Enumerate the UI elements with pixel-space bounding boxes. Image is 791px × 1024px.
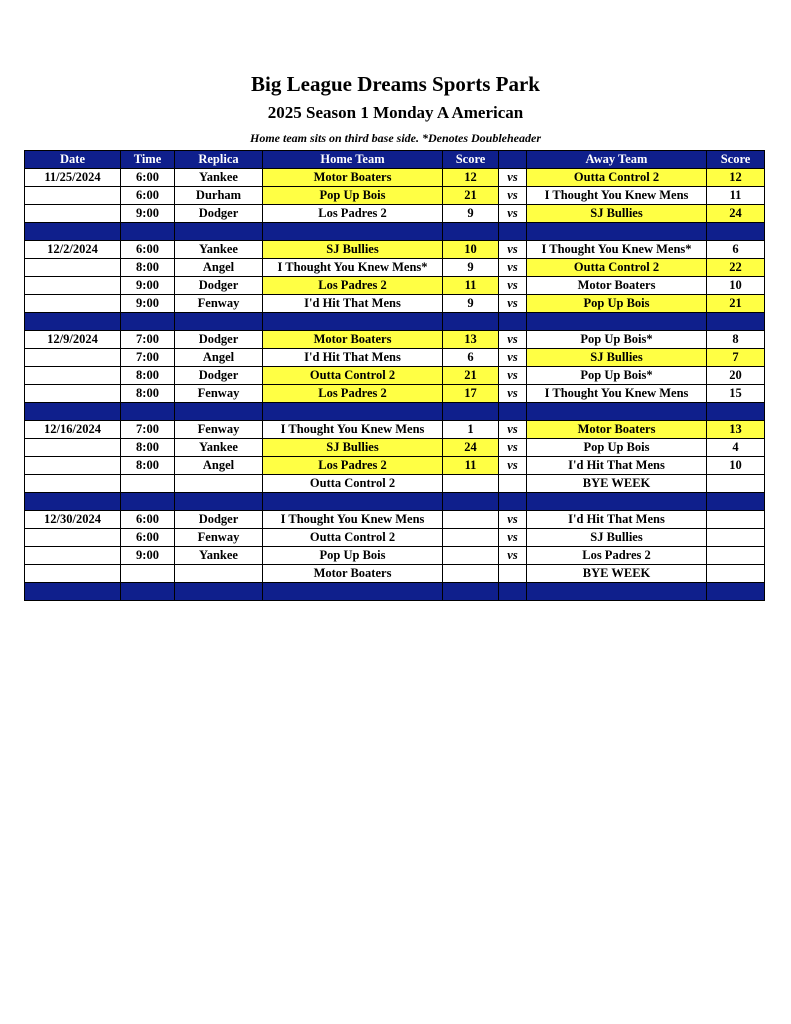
cell-home-team: Motor Boaters	[263, 331, 443, 349]
week-separator	[25, 583, 765, 601]
cell-replica	[175, 565, 263, 583]
cell-date	[25, 529, 121, 547]
separator-cell	[263, 583, 443, 601]
separator-cell	[499, 403, 527, 421]
separator-cell	[25, 223, 121, 241]
cell-vs: vs	[499, 547, 527, 565]
cell-time: 7:00	[121, 421, 175, 439]
cell-time: 6:00	[121, 529, 175, 547]
cell-time: 9:00	[121, 547, 175, 565]
cell-home-score: 10	[443, 241, 499, 259]
cell-away-team: Pop Up Bois	[527, 439, 707, 457]
cell-home-team: I'd Hit That Mens	[263, 295, 443, 313]
cell-date	[25, 475, 121, 493]
cell-home-score	[443, 547, 499, 565]
cell-replica: Yankee	[175, 439, 263, 457]
separator-cell	[707, 313, 765, 331]
cell-time: 6:00	[121, 511, 175, 529]
separator-cell	[527, 313, 707, 331]
cell-home-score	[443, 529, 499, 547]
cell-home-team: Los Padres 2	[263, 277, 443, 295]
cell-away-team: SJ Bullies	[527, 529, 707, 547]
table-row	[25, 457, 765, 475]
separator-cell	[499, 223, 527, 241]
cell-replica: Dodger	[175, 331, 263, 349]
cell-away-score	[707, 529, 765, 547]
cell-away-team: Outta Control 2	[527, 169, 707, 187]
separator-cell	[121, 583, 175, 601]
col-header-vs	[499, 151, 527, 169]
cell-vs: vs	[499, 187, 527, 205]
cell-time: 8:00	[121, 385, 175, 403]
cell-date: 12/30/2024	[25, 511, 121, 529]
cell-home-team: I'd Hit That Mens	[263, 349, 443, 367]
cell-away-score: 10	[707, 457, 765, 475]
separator-cell	[121, 223, 175, 241]
week-separator	[25, 403, 765, 421]
table-row	[25, 475, 765, 493]
cell-date: 11/25/2024	[25, 169, 121, 187]
cell-away-team: BYE WEEK	[527, 475, 707, 493]
cell-away-score: 6	[707, 241, 765, 259]
separator-cell	[707, 403, 765, 421]
cell-vs: vs	[499, 385, 527, 403]
cell-home-team: Outta Control 2	[263, 367, 443, 385]
col-header-home-score: Score	[443, 151, 499, 169]
cell-away-team: Motor Boaters	[527, 421, 707, 439]
cell-away-score: 8	[707, 331, 765, 349]
cell-home-score	[443, 475, 499, 493]
separator-cell	[527, 403, 707, 421]
cell-vs: vs	[499, 169, 527, 187]
table-row	[25, 349, 765, 367]
cell-home-score: 11	[443, 277, 499, 295]
separator-cell	[527, 583, 707, 601]
separator-cell	[527, 493, 707, 511]
cell-vs: vs	[499, 529, 527, 547]
cell-away-score	[707, 475, 765, 493]
cell-away-score: 24	[707, 205, 765, 223]
cell-replica: Yankee	[175, 241, 263, 259]
table-row	[25, 547, 765, 565]
cell-home-score: 21	[443, 187, 499, 205]
cell-home-score: 17	[443, 385, 499, 403]
separator-cell	[443, 223, 499, 241]
cell-away-team: I Thought You Knew Mens	[527, 385, 707, 403]
cell-date	[25, 367, 121, 385]
cell-replica: Fenway	[175, 529, 263, 547]
week-separator	[25, 313, 765, 331]
cell-vs: vs	[499, 349, 527, 367]
cell-date	[25, 547, 121, 565]
cell-vs	[499, 475, 527, 493]
cell-home-score: 9	[443, 205, 499, 223]
cell-home-score: 12	[443, 169, 499, 187]
cell-replica: Fenway	[175, 421, 263, 439]
page-note: Home team sits on third base side. *Denotes Doubleheader	[250, 131, 541, 145]
cell-away-team: Outta Control 2	[527, 259, 707, 277]
cell-vs: vs	[499, 439, 527, 457]
cell-away-team: SJ Bullies	[527, 349, 707, 367]
cell-away-score: 13	[707, 421, 765, 439]
week-separator	[25, 493, 765, 511]
cell-date	[25, 295, 121, 313]
cell-away-score: 20	[707, 367, 765, 385]
cell-vs: vs	[499, 295, 527, 313]
table-row	[25, 277, 765, 295]
cell-away-team: I Thought You Knew Mens	[527, 187, 707, 205]
cell-away-score: 11	[707, 187, 765, 205]
cell-home-team: I Thought You Knew Mens	[263, 511, 443, 529]
table-row	[25, 331, 765, 349]
separator-cell	[499, 313, 527, 331]
cell-vs: vs	[499, 205, 527, 223]
separator-cell	[121, 403, 175, 421]
table-row	[25, 367, 765, 385]
table-row	[25, 439, 765, 457]
cell-home-score: 1	[443, 421, 499, 439]
cell-time: 8:00	[121, 367, 175, 385]
cell-away-team: Pop Up Bois*	[527, 331, 707, 349]
cell-replica: Dodger	[175, 277, 263, 295]
separator-cell	[263, 313, 443, 331]
cell-away-team: BYE WEEK	[527, 565, 707, 583]
schedule-table	[24, 150, 765, 601]
cell-time: 8:00	[121, 259, 175, 277]
cell-vs: vs	[499, 457, 527, 475]
cell-home-score	[443, 565, 499, 583]
cell-time: 7:00	[121, 349, 175, 367]
table-row	[25, 421, 765, 439]
cell-date	[25, 439, 121, 457]
cell-date	[25, 349, 121, 367]
col-header-replica: Replica	[175, 151, 263, 169]
cell-home-score: 13	[443, 331, 499, 349]
cell-vs: vs	[499, 277, 527, 295]
cell-away-team: I Thought You Knew Mens*	[527, 241, 707, 259]
col-header-home-team: Home Team	[263, 151, 443, 169]
separator-cell	[175, 583, 263, 601]
cell-replica: Dodger	[175, 511, 263, 529]
cell-vs: vs	[499, 511, 527, 529]
separator-cell	[443, 403, 499, 421]
cell-away-score	[707, 565, 765, 583]
cell-time: 6:00	[121, 169, 175, 187]
cell-home-score: 6	[443, 349, 499, 367]
cell-vs: vs	[499, 259, 527, 277]
table-row	[25, 529, 765, 547]
cell-home-score: 24	[443, 439, 499, 457]
cell-home-team: Motor Boaters	[263, 169, 443, 187]
cell-away-team: I'd Hit That Mens	[527, 457, 707, 475]
cell-home-score	[443, 511, 499, 529]
cell-date	[25, 457, 121, 475]
cell-time	[121, 565, 175, 583]
cell-date	[25, 205, 121, 223]
separator-cell	[25, 403, 121, 421]
cell-date	[25, 259, 121, 277]
cell-date	[25, 277, 121, 295]
cell-away-score: 4	[707, 439, 765, 457]
separator-cell	[707, 223, 765, 241]
table-row	[25, 169, 765, 187]
cell-date: 12/9/2024	[25, 331, 121, 349]
cell-date	[25, 385, 121, 403]
table-row	[25, 511, 765, 529]
cell-home-team: Outta Control 2	[263, 529, 443, 547]
cell-date	[25, 187, 121, 205]
cell-home-team: I Thought You Knew Mens*	[263, 259, 443, 277]
table-row	[25, 565, 765, 583]
separator-cell	[443, 583, 499, 601]
cell-time: 6:00	[121, 241, 175, 259]
cell-replica: Durham	[175, 187, 263, 205]
cell-away-team: SJ Bullies	[527, 205, 707, 223]
cell-vs: vs	[499, 241, 527, 259]
cell-away-score: 7	[707, 349, 765, 367]
cell-replica	[175, 475, 263, 493]
week-separator	[25, 223, 765, 241]
cell-home-score: 9	[443, 259, 499, 277]
separator-cell	[707, 583, 765, 601]
separator-cell	[263, 493, 443, 511]
cell-time: 6:00	[121, 187, 175, 205]
cell-home-team: Pop Up Bois	[263, 187, 443, 205]
cell-home-team: Motor Boaters	[263, 565, 443, 583]
col-header-away-team: Away Team	[527, 151, 707, 169]
col-header-time: Time	[121, 151, 175, 169]
cell-away-score: 21	[707, 295, 765, 313]
cell-home-team: SJ Bullies	[263, 241, 443, 259]
separator-cell	[175, 493, 263, 511]
cell-home-team: Los Padres 2	[263, 385, 443, 403]
cell-home-team: Los Padres 2	[263, 457, 443, 475]
cell-away-score: 12	[707, 169, 765, 187]
cell-vs: vs	[499, 421, 527, 439]
cell-away-team: Pop Up Bois	[527, 295, 707, 313]
separator-cell	[443, 313, 499, 331]
separator-cell	[499, 493, 527, 511]
cell-away-team: Pop Up Bois*	[527, 367, 707, 385]
cell-home-team: Los Padres 2	[263, 205, 443, 223]
cell-replica: Angel	[175, 259, 263, 277]
cell-home-team: I Thought You Knew Mens	[263, 421, 443, 439]
table-row	[25, 205, 765, 223]
cell-time	[121, 475, 175, 493]
schedule-body	[25, 169, 765, 601]
separator-cell	[263, 223, 443, 241]
cell-away-team: Motor Boaters	[527, 277, 707, 295]
separator-cell	[121, 493, 175, 511]
separator-cell	[499, 583, 527, 601]
separator-cell	[25, 493, 121, 511]
table-row	[25, 187, 765, 205]
table-row	[25, 241, 765, 259]
table-row	[25, 259, 765, 277]
separator-cell	[175, 313, 263, 331]
cell-replica: Yankee	[175, 547, 263, 565]
cell-replica: Fenway	[175, 385, 263, 403]
cell-time: 9:00	[121, 277, 175, 295]
cell-date: 12/16/2024	[25, 421, 121, 439]
separator-cell	[175, 403, 263, 421]
cell-away-score: 15	[707, 385, 765, 403]
separator-cell	[263, 403, 443, 421]
cell-home-score: 9	[443, 295, 499, 313]
cell-vs	[499, 565, 527, 583]
cell-time: 7:00	[121, 331, 175, 349]
cell-home-score: 21	[443, 367, 499, 385]
cell-date	[25, 565, 121, 583]
separator-cell	[175, 223, 263, 241]
cell-date: 12/2/2024	[25, 241, 121, 259]
page-title: Big League Dreams Sports Park	[251, 72, 540, 96]
page-subtitle: 2025 Season 1 Monday A American	[267, 103, 524, 122]
cell-vs: vs	[499, 331, 527, 349]
cell-replica: Dodger	[175, 205, 263, 223]
cell-time: 8:00	[121, 439, 175, 457]
cell-home-team: SJ Bullies	[263, 439, 443, 457]
cell-home-team: Outta Control 2	[263, 475, 443, 493]
separator-cell	[707, 493, 765, 511]
col-header-date: Date	[25, 151, 121, 169]
cell-away-score: 10	[707, 277, 765, 295]
separator-cell	[25, 313, 121, 331]
col-header-away-score: Score	[707, 151, 765, 169]
header-row	[25, 151, 765, 169]
cell-home-score: 11	[443, 457, 499, 475]
table-row	[25, 295, 765, 313]
separator-cell	[527, 223, 707, 241]
cell-home-team: Pop Up Bois	[263, 547, 443, 565]
cell-away-team: Los Padres 2	[527, 547, 707, 565]
cell-time: 8:00	[121, 457, 175, 475]
cell-away-score	[707, 511, 765, 529]
separator-cell	[25, 583, 121, 601]
cell-replica: Fenway	[175, 295, 263, 313]
separator-cell	[443, 493, 499, 511]
cell-away-score	[707, 547, 765, 565]
cell-replica: Angel	[175, 457, 263, 475]
cell-away-team: I'd Hit That Mens	[527, 511, 707, 529]
cell-time: 9:00	[121, 295, 175, 313]
cell-replica: Dodger	[175, 367, 263, 385]
separator-cell	[121, 313, 175, 331]
cell-replica: Yankee	[175, 169, 263, 187]
table-row	[25, 385, 765, 403]
cell-away-score: 22	[707, 259, 765, 277]
cell-time: 9:00	[121, 205, 175, 223]
cell-replica: Angel	[175, 349, 263, 367]
cell-vs: vs	[499, 367, 527, 385]
